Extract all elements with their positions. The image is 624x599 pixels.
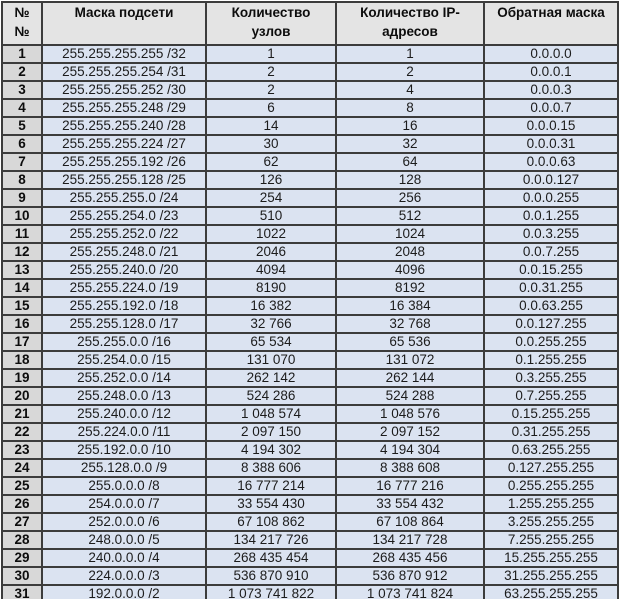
- cell-row-number: 29: [2, 549, 42, 567]
- cell-subnet-mask: 255.255.255.248 /29: [42, 99, 206, 117]
- cell-ip-address-count: 16: [336, 117, 484, 135]
- table-row: [2, 495, 618, 513]
- cell-subnet-mask: 255.255.248.0 /21: [42, 243, 206, 261]
- cell-host-count: 2 097 150: [206, 423, 336, 441]
- cell-host-count: 2: [206, 81, 336, 99]
- cell-ip-address-count: 536 870 912: [336, 567, 484, 585]
- cell-wildcard-mask: 0.255.255.255: [484, 477, 618, 495]
- cell-wildcard-mask: 63.255.255.255: [484, 585, 618, 599]
- table-row: [2, 477, 618, 495]
- cell-wildcard-mask: 0.0.15.255: [484, 261, 618, 279]
- cell-host-count: 62: [206, 153, 336, 171]
- cell-subnet-mask: 255.254.0.0 /15: [42, 351, 206, 369]
- cell-row-number: 11: [2, 225, 42, 243]
- cell-host-count: 510: [206, 207, 336, 225]
- column-header-wildcard-mask: Обратная маска: [484, 2, 618, 45]
- cell-host-count: 16 777 214: [206, 477, 336, 495]
- table-row: [2, 459, 618, 477]
- cell-host-count: 67 108 862: [206, 513, 336, 531]
- table-row: [2, 441, 618, 459]
- cell-subnet-mask: 255.255.255.255 /32: [42, 45, 206, 63]
- cell-subnet-mask: 240.0.0.0 /4: [42, 549, 206, 567]
- cell-host-count: 1 073 741 822: [206, 585, 336, 599]
- cell-wildcard-mask: 1.255.255.255: [484, 495, 618, 513]
- cell-ip-address-count: 1024: [336, 225, 484, 243]
- cell-subnet-mask: 255.255.0.0 /16: [42, 333, 206, 351]
- cell-ip-address-count: 524 288: [336, 387, 484, 405]
- cell-wildcard-mask: 0.0.0.63: [484, 153, 618, 171]
- cell-ip-address-count: 16 384: [336, 297, 484, 315]
- cell-ip-address-count: 32: [336, 135, 484, 153]
- table-row: [2, 243, 618, 261]
- cell-wildcard-mask: 0.0.0.255: [484, 189, 618, 207]
- cell-host-count: 268 435 454: [206, 549, 336, 567]
- table-row: [2, 207, 618, 225]
- cell-host-count: 524 286: [206, 387, 336, 405]
- cell-wildcard-mask: 0.7.255.255: [484, 387, 618, 405]
- cell-ip-address-count: 2: [336, 63, 484, 81]
- cell-row-number: 7: [2, 153, 42, 171]
- cell-row-number: 22: [2, 423, 42, 441]
- cell-row-number: 27: [2, 513, 42, 531]
- cell-subnet-mask: 255.255.252.0 /22: [42, 225, 206, 243]
- cell-wildcard-mask: 0.0.127.255: [484, 315, 618, 333]
- cell-host-count: 126: [206, 171, 336, 189]
- cell-ip-address-count: 8192: [336, 279, 484, 297]
- cell-host-count: 1022: [206, 225, 336, 243]
- cell-ip-address-count: 16 777 216: [336, 477, 484, 495]
- table-row: [2, 117, 618, 135]
- cell-wildcard-mask: 7.255.255.255: [484, 531, 618, 549]
- cell-ip-address-count: 268 435 456: [336, 549, 484, 567]
- cell-ip-address-count: 1 073 741 824: [336, 585, 484, 599]
- table-row: [2, 189, 618, 207]
- cell-row-number: 15: [2, 297, 42, 315]
- cell-ip-address-count: 128: [336, 171, 484, 189]
- cell-wildcard-mask: 0.0.63.255: [484, 297, 618, 315]
- cell-wildcard-mask: 0.31.255.255: [484, 423, 618, 441]
- column-header-row-number: №№: [2, 2, 42, 45]
- table-row: [2, 135, 618, 153]
- cell-ip-address-count: 4 194 304: [336, 441, 484, 459]
- cell-row-number: 12: [2, 243, 42, 261]
- cell-subnet-mask: 255.255.192.0 /18: [42, 297, 206, 315]
- cell-subnet-mask: 255.224.0.0 /11: [42, 423, 206, 441]
- cell-host-count: 14: [206, 117, 336, 135]
- cell-subnet-mask: 255.128.0.0 /9: [42, 459, 206, 477]
- cell-ip-address-count: 512: [336, 207, 484, 225]
- cell-row-number: 13: [2, 261, 42, 279]
- cell-host-count: 65 534: [206, 333, 336, 351]
- cell-host-count: 6: [206, 99, 336, 117]
- cell-subnet-mask: 224.0.0.0 /3: [42, 567, 206, 585]
- cell-subnet-mask: 255.0.0.0 /8: [42, 477, 206, 495]
- cell-wildcard-mask: 3.255.255.255: [484, 513, 618, 531]
- cell-ip-address-count: 256: [336, 189, 484, 207]
- cell-ip-address-count: 33 554 432: [336, 495, 484, 513]
- cell-row-number: 3: [2, 81, 42, 99]
- cell-wildcard-mask: 0.0.1.255: [484, 207, 618, 225]
- cell-subnet-mask: 254.0.0.0 /7: [42, 495, 206, 513]
- cell-subnet-mask: 255.192.0.0 /10: [42, 441, 206, 459]
- cell-subnet-mask: 252.0.0.0 /6: [42, 513, 206, 531]
- cell-row-number: 30: [2, 567, 42, 585]
- cell-subnet-mask: 248.0.0.0 /5: [42, 531, 206, 549]
- column-header-host-count: Количество узлов: [206, 2, 336, 45]
- cell-host-count: 8 388 606: [206, 459, 336, 477]
- cell-subnet-mask: 255.255.255.192 /26: [42, 153, 206, 171]
- cell-ip-address-count: 4: [336, 81, 484, 99]
- table-body: [2, 45, 618, 599]
- cell-wildcard-mask: 0.1.255.255: [484, 351, 618, 369]
- cell-subnet-mask: 255.255.224.0 /19: [42, 279, 206, 297]
- table-row: [2, 153, 618, 171]
- cell-ip-address-count: 2 097 152: [336, 423, 484, 441]
- cell-subnet-mask: 192.0.0.0 /2: [42, 585, 206, 599]
- cell-row-number: 2: [2, 63, 42, 81]
- cell-row-number: 1: [2, 45, 42, 63]
- table-row: [2, 369, 618, 387]
- cell-row-number: 21: [2, 405, 42, 423]
- cell-wildcard-mask: 0.0.0.7: [484, 99, 618, 117]
- cell-wildcard-mask: 0.0.31.255: [484, 279, 618, 297]
- table-row: [2, 549, 618, 567]
- cell-subnet-mask: 255.240.0.0 /12: [42, 405, 206, 423]
- cell-subnet-mask: 255.255.254.0 /23: [42, 207, 206, 225]
- cell-ip-address-count: 65 536: [336, 333, 484, 351]
- cell-row-number: 10: [2, 207, 42, 225]
- column-header-ip-address-count: Количество IP-адресов: [336, 2, 484, 45]
- cell-wildcard-mask: 0.15.255.255: [484, 405, 618, 423]
- cell-host-count: 30: [206, 135, 336, 153]
- cell-ip-address-count: 1 048 576: [336, 405, 484, 423]
- cell-row-number: 20: [2, 387, 42, 405]
- cell-host-count: 2046: [206, 243, 336, 261]
- cell-wildcard-mask: 0.0.7.255: [484, 243, 618, 261]
- cell-host-count: 32 766: [206, 315, 336, 333]
- cell-ip-address-count: 8 388 608: [336, 459, 484, 477]
- table-row: [2, 225, 618, 243]
- cell-row-number: 16: [2, 315, 42, 333]
- cell-wildcard-mask: 0.127.255.255: [484, 459, 618, 477]
- cell-wildcard-mask: 0.0.0.0: [484, 45, 618, 63]
- cell-subnet-mask: 255.255.255.254 /31: [42, 63, 206, 81]
- table-row: [2, 99, 618, 117]
- table-row: [2, 315, 618, 333]
- cell-row-number: 19: [2, 369, 42, 387]
- cell-host-count: 262 142: [206, 369, 336, 387]
- table-row: [2, 171, 618, 189]
- table-row: [2, 297, 618, 315]
- cell-wildcard-mask: 0.63.255.255: [484, 441, 618, 459]
- cell-wildcard-mask: 0.0.0.1: [484, 63, 618, 81]
- cell-host-count: 134 217 726: [206, 531, 336, 549]
- table-row: [2, 351, 618, 369]
- cell-row-number: 24: [2, 459, 42, 477]
- table-row: [2, 423, 618, 441]
- cell-wildcard-mask: 15.255.255.255: [484, 549, 618, 567]
- cell-wildcard-mask: 31.255.255.255: [484, 567, 618, 585]
- cell-row-number: 18: [2, 351, 42, 369]
- cell-wildcard-mask: 0.0.3.255: [484, 225, 618, 243]
- cell-row-number: 5: [2, 117, 42, 135]
- cell-subnet-mask: 255.255.240.0 /20: [42, 261, 206, 279]
- cell-host-count: 1 048 574: [206, 405, 336, 423]
- table-row: [2, 585, 618, 599]
- cell-ip-address-count: 67 108 864: [336, 513, 484, 531]
- cell-subnet-mask: 255.255.255.252 /30: [42, 81, 206, 99]
- cell-ip-address-count: 64: [336, 153, 484, 171]
- cell-ip-address-count: 8: [336, 99, 484, 117]
- table-row: [2, 567, 618, 585]
- cell-row-number: 4: [2, 99, 42, 117]
- column-header-subnet-mask: Маска подсети: [42, 2, 206, 45]
- table-row: [2, 513, 618, 531]
- cell-host-count: 4 194 302: [206, 441, 336, 459]
- cell-ip-address-count: 262 144: [336, 369, 484, 387]
- cell-row-number: 14: [2, 279, 42, 297]
- table-row: [2, 45, 618, 63]
- cell-subnet-mask: 255.255.255.240 /28: [42, 117, 206, 135]
- cell-ip-address-count: 4096: [336, 261, 484, 279]
- cell-row-number: 17: [2, 333, 42, 351]
- table-row: [2, 261, 618, 279]
- cell-host-count: 131 070: [206, 351, 336, 369]
- cell-subnet-mask: 255.255.255.0 /24: [42, 189, 206, 207]
- cell-row-number: 31: [2, 585, 42, 599]
- cell-host-count: 254: [206, 189, 336, 207]
- cell-row-number: 28: [2, 531, 42, 549]
- cell-subnet-mask: 255.248.0.0 /13: [42, 387, 206, 405]
- cell-wildcard-mask: 0.3.255.255: [484, 369, 618, 387]
- table-row: [2, 81, 618, 99]
- cell-host-count: 536 870 910: [206, 567, 336, 585]
- cell-ip-address-count: 131 072: [336, 351, 484, 369]
- cell-row-number: 25: [2, 477, 42, 495]
- cell-wildcard-mask: 0.0.0.31: [484, 135, 618, 153]
- table-row: [2, 387, 618, 405]
- table-row: [2, 63, 618, 81]
- cell-host-count: 1: [206, 45, 336, 63]
- cell-row-number: 6: [2, 135, 42, 153]
- cell-wildcard-mask: 0.0.0.3: [484, 81, 618, 99]
- cell-subnet-mask: 255.252.0.0 /14: [42, 369, 206, 387]
- cell-host-count: 16 382: [206, 297, 336, 315]
- cell-subnet-mask: 255.255.255.224 /27: [42, 135, 206, 153]
- cell-host-count: 8190: [206, 279, 336, 297]
- table-row: [2, 531, 618, 549]
- cell-ip-address-count: 134 217 728: [336, 531, 484, 549]
- cell-wildcard-mask: 0.0.255.255: [484, 333, 618, 351]
- table-row: [2, 279, 618, 297]
- cell-row-number: 23: [2, 441, 42, 459]
- table-row: [2, 333, 618, 351]
- cell-wildcard-mask: 0.0.0.127: [484, 171, 618, 189]
- cell-host-count: 4094: [206, 261, 336, 279]
- cell-host-count: 2: [206, 63, 336, 81]
- cell-subnet-mask: 255.255.255.128 /25: [42, 171, 206, 189]
- cell-ip-address-count: 1: [336, 45, 484, 63]
- cell-row-number: 9: [2, 189, 42, 207]
- cell-host-count: 33 554 430: [206, 495, 336, 513]
- cell-subnet-mask: 255.255.128.0 /17: [42, 315, 206, 333]
- table-row: [2, 405, 618, 423]
- table-header-row: [2, 2, 618, 45]
- cell-wildcard-mask: 0.0.0.15: [484, 117, 618, 135]
- cell-ip-address-count: 32 768: [336, 315, 484, 333]
- subnet-mask-table: [1, 1, 619, 599]
- cell-row-number: 26: [2, 495, 42, 513]
- cell-ip-address-count: 2048: [336, 243, 484, 261]
- cell-row-number: 8: [2, 171, 42, 189]
